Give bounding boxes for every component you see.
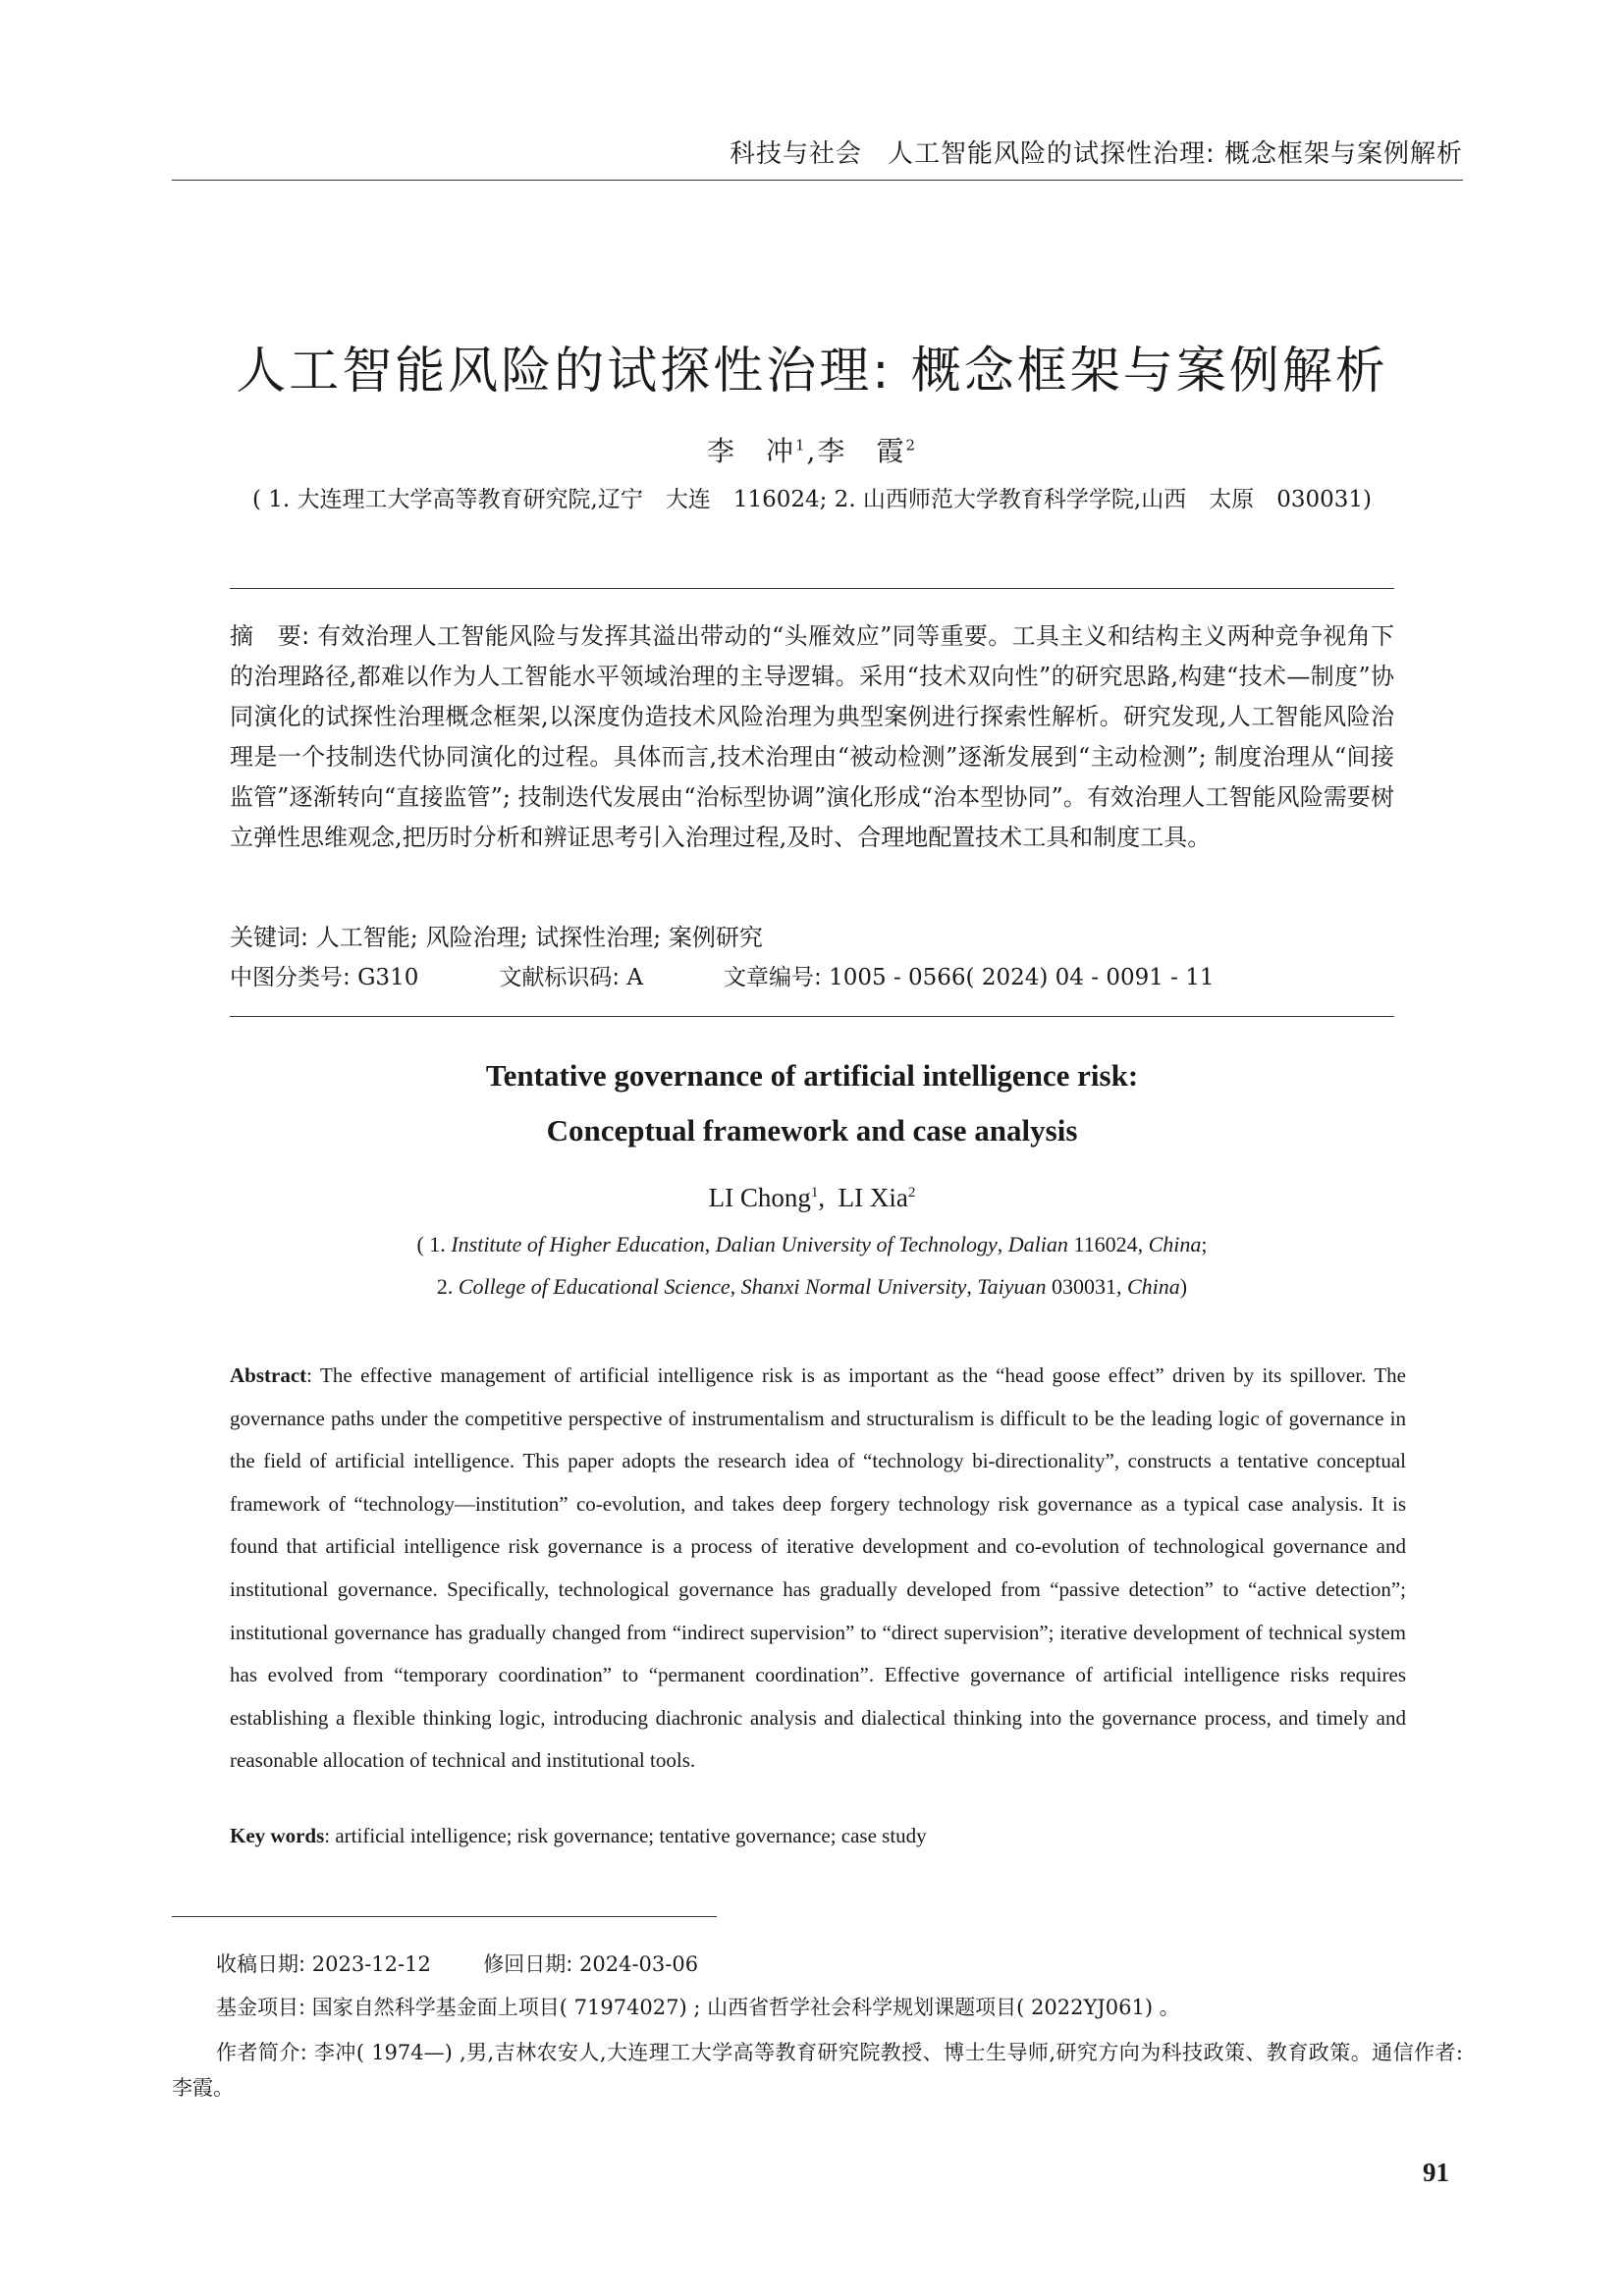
cn-keywords-label: 关键词: [230,924,309,951]
class-value: G310 [357,965,419,990]
cn-title: 人工智能风险的试探性治理: 概念框架与案例解析 [236,343,1388,400]
en-abstract-text: The effective management of artificial intelligence risk is as important as the “head goose effect” driven by its spillover. The governance paths under the competitive perspective of instrumentalism and structuralism is difficult to be the leading logic of governance in the field of artificial intelligence. This paper adopts the research idea of “technology bi-directionality”, constructs a tentative conceptual framework of “technology—institution” co-evolution, and takes deep forgery technology risk governance as a typical case analysis. It is found that artificial intelligence risk governance is a process of iterative development and co-evolution of technological governance and institutional governance. Specifically, technological governance has gradually developed from “passive detection” to “active detection”; institutional governance has gradually changed from “indirect supervision” to “direct supervision”; iterative development of technical system has evolved from “temporary coordination” to “permanent coordination”. Effective governance of artificial intelligence risks requires establishing a flexible thinking logic, introducing diachronic analysis and dialectical thinking into the governance process, and timely and reasonable allocation of technical and institutional tools. [230,1363,1406,1773]
fund-text: 国家自然科学基金面上项目( 71974027) ; 山西省哲学社会科学规划课题项目( 2022YJ061) 。 [311,1996,1180,2019]
revised-label: 修回日期: [483,1952,573,1976]
en-author-1-mark: 1 [810,1185,819,1201]
en-abstract-label: Abstract [230,1363,307,1387]
footnote-dates [216,1949,698,1978]
author-info-text: 李冲( 1974—) ,男,吉林农安人,大连理工大学高等教育研究院教授、博士生导师,研究方向为科技政策、教育政策。通信作者: 李霞。 [172,2041,1463,2100]
en-keywords: Key words: artificial intelligence; risk governance; tentative governance; case study [230,1824,927,1847]
cn-affiliation: ( 1. 大连理工大学高等教育研究院,辽宁 大连 116024; 2. 山西师范大学教育科学学院,山西 太原 030031) [251,487,1373,512]
abstract-rule-top [230,588,1394,589]
cn-authors [0,430,1624,469]
received-label: 收稿日期: [216,1952,306,1976]
en-keywords-text: artificial intelligence; risk governance; tentative governance; case study [335,1824,927,1847]
en-abstract: Abstract: The effective management of artificial intelligence risk is as important as the “head goose effect” driven by its spillover. The governance paths under the competitive perspective of instrumentalism and structuralism is difficult to be the leading logic of governance in the field of artificial intelligence. This paper adopts the research idea of “technology bi-directionality”, constructs a tentative conceptual framework of “technology—institution” co-evolution, and takes deep forgery technology risk governance as a typical case analysis. It is found that artificial intelligence risk governance is a process of iterative development and co-evolution of technological governance and institutional governance. Specifically, technological governance has gradually developed from “passive detection” to “active detection”; institutional governance has gradually changed from “indirect supervision” to “direct supervision”; iterative development of technical system has evolved from “temporary coordination” to “permanent coordination”. Effective governance of artificial intelligence risks requires establishing a flexible thinking logic, introducing diachronic analysis and dialectical thinking into the governance process, and timely and reasonable allocation of technical and institutional tools. [230,1363,1406,1773]
doc-code-label: 文献标识码: [499,965,621,990]
en-title-line-2: Conceptual framework and case analysis [546,1113,1078,1148]
en-affiliation-2: 2. College of Educational Science, Shanxi Normal University, Taiyuan 030031, China) [436,1274,1188,1299]
cn-keywords [230,918,1394,952]
footnote-fund [216,1992,1180,2021]
footnote-rule [172,1916,717,1917]
received-date: 2023-12-12 [311,1952,431,1976]
cn-author-1: 李 冲 [706,435,795,467]
en-author-1: LI Chong [708,1183,811,1212]
en-affil-1-institution: Institute of Higher Education [451,1232,705,1256]
cn-abstract [230,616,1394,858]
en-author-2: LI Xia [838,1183,908,1212]
en-affil-2-college: College of Educational Science [458,1274,731,1299]
en-affil-2-code: 030031 [1052,1274,1116,1299]
revised-date: 2024-03-06 [579,1952,699,1976]
en-affil-1-code: 116024 [1073,1232,1138,1256]
running-header-title: 人工智能风险的试探性治理: 概念框架与案例解析 [887,139,1463,169]
cn-author-1-mark: 1 [795,436,807,454]
cn-author-2: 李 霞 [817,435,906,467]
en-affil-2-university: Shanxi Normal University [740,1274,967,1299]
en-affil-2-country: China [1127,1274,1180,1299]
abstract-rule-bottom [230,1016,1394,1017]
en-authors [0,1183,1624,1213]
running-header [730,133,1463,170]
cn-author-2-mark: 2 [905,436,918,454]
fund-label: 基金项目: [216,1996,306,2019]
article-number-label: 文章编号: [724,965,822,990]
en-affil-1-country: China [1148,1232,1202,1256]
en-affil-1-open: ( 1. [416,1232,452,1256]
class-label: 中图分类号: [230,965,351,990]
en-affil-1-city: Dalian [1007,1232,1068,1256]
en-affil-1-university: Dalian University of Technology [715,1232,998,1256]
running-header-section: 科技与社会 [729,139,862,169]
footnote-author [172,2035,1463,2106]
en-affil-2-num: 2. [436,1274,459,1299]
article-number-value: 1005 - 0566( 2024) 04 - 0091 - 11 [829,965,1215,990]
doc-code-value: A [626,965,644,990]
header-rule [172,180,1463,181]
cn-classification [230,959,1394,991]
en-author-2-mark: 2 [907,1185,916,1201]
en-author-sep: , [818,1183,839,1212]
cn-abstract-text: 有效治理人工智能风险与发挥其溢出带动的“头雁效应”同等重要。工具主义和结构主义两种竞争视角下的治理路径,都难以作为人工智能水平领域治理的主导逻辑。采用“技术双向性”的研究思路,构建“技术—制度”协同演化的试探性治理概念框架,以深度伪造技术风险治理为典型案例进行探索性解析。研究发现,人工智能风险治理是一个技制迭代协同演化的过程。具体而言,技术治理由“被动检测”逐渐发展到“主动检测”; 制度治理从“间接监管”逐渐转向“直接监管”; 技制迭代发展由“治标型协调”演化形成“治本型协同”。有效治理人工智能风险需要树立弹性思维观念,把历时分析和辨证思考引入治理过程,及时、合理地配置技术工具和制度工具。 [230,622,1394,851]
author-info-label: 作者简介: [216,2041,307,2064]
en-title [0,1048,1624,1158]
en-title-line-1: Tentative governance of artificial intelligence risk: [485,1058,1139,1093]
en-affil-2-city: Taiyuan [977,1274,1047,1299]
en-keywords-label: Key words [230,1824,325,1847]
cn-author-sep: , [806,435,818,467]
en-affiliation-1: ( 1. Institute of Higher Education, Dalian University of Technology, Dalian 116024, China; [416,1232,1208,1256]
cn-abstract-label: 摘 要: [230,622,310,650]
page-number: 91 [1423,2158,1449,2187]
cn-keywords-text: 人工智能; 风险治理; 试探性治理; 案例研究 [315,924,763,951]
